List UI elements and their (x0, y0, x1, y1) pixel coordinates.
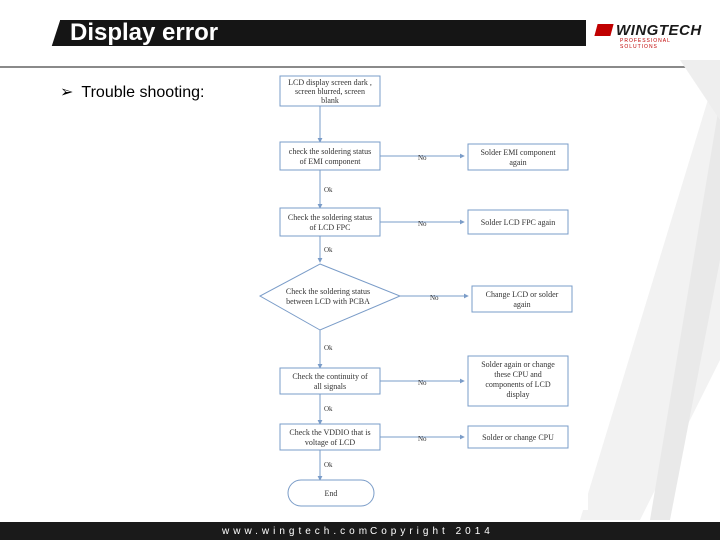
svg-text:End: End (324, 489, 338, 498)
node-change-lcd (472, 286, 572, 312)
logo-text: WINGTECH (616, 22, 702, 39)
svg-text:Change LCD or solder: Change LCD or solder (485, 290, 559, 299)
arrow-bullet-icon: ➢ (60, 84, 74, 101)
svg-text:Check the continuity of: Check the continuity of (292, 372, 368, 381)
flowchart (258, 70, 588, 510)
svg-text:of EMI component: of EMI component (299, 157, 361, 166)
svg-text:blank: blank (321, 96, 339, 105)
node-check-pcba (260, 264, 400, 330)
flowchart-canvas (258, 70, 588, 510)
edge-label-ok: Ok (324, 344, 333, 352)
svg-text:all signals: all signals (313, 382, 347, 391)
edge-label-no: No (418, 220, 427, 228)
svg-text:components of LCD: components of LCD (485, 380, 551, 389)
edge-label-no: No (418, 435, 427, 443)
svg-text:Solder EMI component: Solder EMI component (480, 148, 556, 157)
svg-text:screen blurred, screen: screen blurred, screen (295, 87, 365, 96)
edge-label-no: No (418, 379, 427, 387)
svg-text:between LCD with PCBA: between LCD with PCBA (286, 297, 370, 306)
svg-text:again: again (513, 300, 531, 309)
background-decoration (580, 60, 720, 520)
bullet-text: Trouble shooting: (81, 84, 205, 101)
node-change-cpu (468, 426, 568, 448)
node-check-vddio (280, 424, 380, 450)
node-solder-fpc (468, 210, 568, 234)
edge-label-ok: Ok (324, 405, 333, 413)
node-check-emi (280, 142, 380, 170)
page-title: Display error (70, 19, 219, 46)
edge-label-ok: Ok (324, 461, 333, 469)
svg-text:Solder again or change: Solder again or change (481, 360, 555, 369)
edge-label-no: No (430, 294, 439, 302)
svg-text:check the soldering status: check the soldering status (288, 147, 372, 156)
brand-logo (596, 22, 708, 50)
svg-text:voltage of LCD: voltage of LCD (304, 438, 356, 447)
node-end (288, 480, 374, 506)
node-start (280, 76, 380, 106)
svg-text:Solder or change CPU: Solder or change CPU (482, 433, 554, 442)
node-solder-emi (468, 144, 568, 170)
svg-text:LCD display screen dark ,: LCD display screen dark , (288, 78, 372, 87)
node-check-fpc (280, 208, 380, 236)
logo-mark-icon (594, 24, 613, 36)
svg-text:of LCD FPC: of LCD FPC (309, 223, 351, 232)
node-check-signals (280, 368, 380, 394)
svg-text:these CPU and: these CPU and (494, 370, 542, 379)
node-solder-cpu (468, 356, 568, 406)
bullet-item (60, 82, 204, 102)
svg-text:display: display (506, 390, 530, 399)
edge-label-ok: Ok (324, 246, 333, 254)
svg-text:Check the soldering status: Check the soldering status (287, 213, 373, 222)
edge-label-ok: Ok (324, 186, 333, 194)
logo-tagline: PROFESSIONAL SOLUTIONS (620, 38, 671, 50)
svg-text:Solder LCD FPC again: Solder LCD FPC again (480, 218, 556, 227)
svg-text:Check the soldering status: Check the soldering status (285, 287, 371, 296)
footer-website: www.wingtech.com (222, 526, 372, 537)
footer-copyright: Copyright 2014 (370, 526, 494, 537)
svg-text:again: again (509, 158, 527, 167)
svg-text:Check the VDDIO that is: Check the VDDIO that is (289, 428, 371, 437)
edge-label-no: No (418, 154, 427, 162)
